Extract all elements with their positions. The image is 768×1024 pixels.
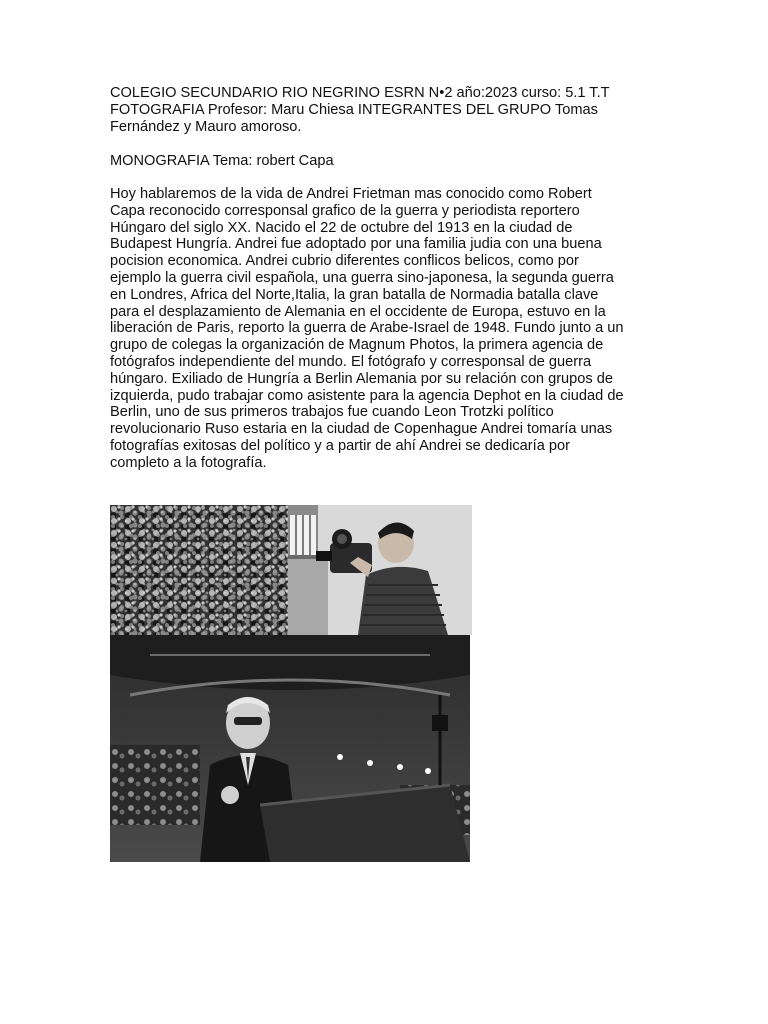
body-line: izquierda, pudo trabajar como asistente para la agencia Dephot en la ciudad de bbox=[110, 387, 624, 404]
header-line-3: Fernández y Mauro amoroso. bbox=[110, 118, 302, 135]
header-line-2: FOTOGRAFIA Profesor: Maru Chiesa INTEGRANTES DEL GRUPO Tomas bbox=[110, 101, 598, 118]
body-line: completo a la fotografía. bbox=[110, 454, 267, 471]
body-line: Hoy hablaremos de la vida de Andrei Frietman mas conocido como Robert bbox=[110, 186, 592, 202]
body-line: Budapest Hungría. Andrei fue adoptado por una familia judia con una buena bbox=[110, 236, 602, 253]
body-line: para el desplazamiento de Alemania en el occidente de Europa, estuvo en la bbox=[110, 303, 606, 320]
monograph-title: MONOGRAFIA Tema: robert Capa bbox=[110, 153, 334, 169]
document-header bbox=[110, 85, 670, 135]
header-line-1: COLEGIO SECUNDARIO RIO NEGRINO ESRN N•2 año:2023 curso: 5.1 T.T bbox=[110, 85, 610, 101]
body-line: fotografías exitosas del político y a partir de ahí Andrei se dedicaría por bbox=[110, 437, 570, 454]
body-paragraph bbox=[110, 186, 670, 472]
body-line: ejemplo la guerra civil española, una guerra sino-japonesa, la segunda guerra bbox=[110, 269, 614, 286]
crowd-photo bbox=[110, 505, 288, 635]
body-line: Capa reconocido corresponsal grafico de la guerra y periodista reportero bbox=[110, 202, 580, 219]
body-line: pocision economica. Andrei cubrio diferentes conflicos belicos, como por bbox=[110, 253, 579, 270]
body-line: húngaro. Exiliado de Hungría a Berlin Alemania por su relación con grupos de bbox=[110, 370, 613, 387]
camera-operator-photo bbox=[288, 505, 472, 635]
body-line: liberación de Paris, reporto la guerra de Arabe-Israel de 1948. Fundo junto a un bbox=[110, 320, 624, 337]
body-line: fotógrafos independiente del mundo. El fotógrafo y corresponsal de guerra bbox=[110, 353, 592, 370]
body-line: grupo de colegas la organización de Magnum Photos, la primera agencia de bbox=[110, 337, 604, 354]
body-line: en Londres, Africa del Norte,Italia, la gran batalla de Normadia batalla clave bbox=[110, 286, 599, 303]
body-line: revolucionario Ruso estaria en la ciudad de Copenhague Andrei tomaría unas bbox=[110, 421, 613, 438]
body-line: Húngaro del siglo XX. Nacido el 22 de octubre del 1913 en la ciudad de bbox=[110, 219, 573, 236]
body-line: Berlin, uno de sus primeros trabajos fue cuando Leon Trotzki político bbox=[110, 404, 554, 421]
speech-photo bbox=[110, 635, 470, 862]
